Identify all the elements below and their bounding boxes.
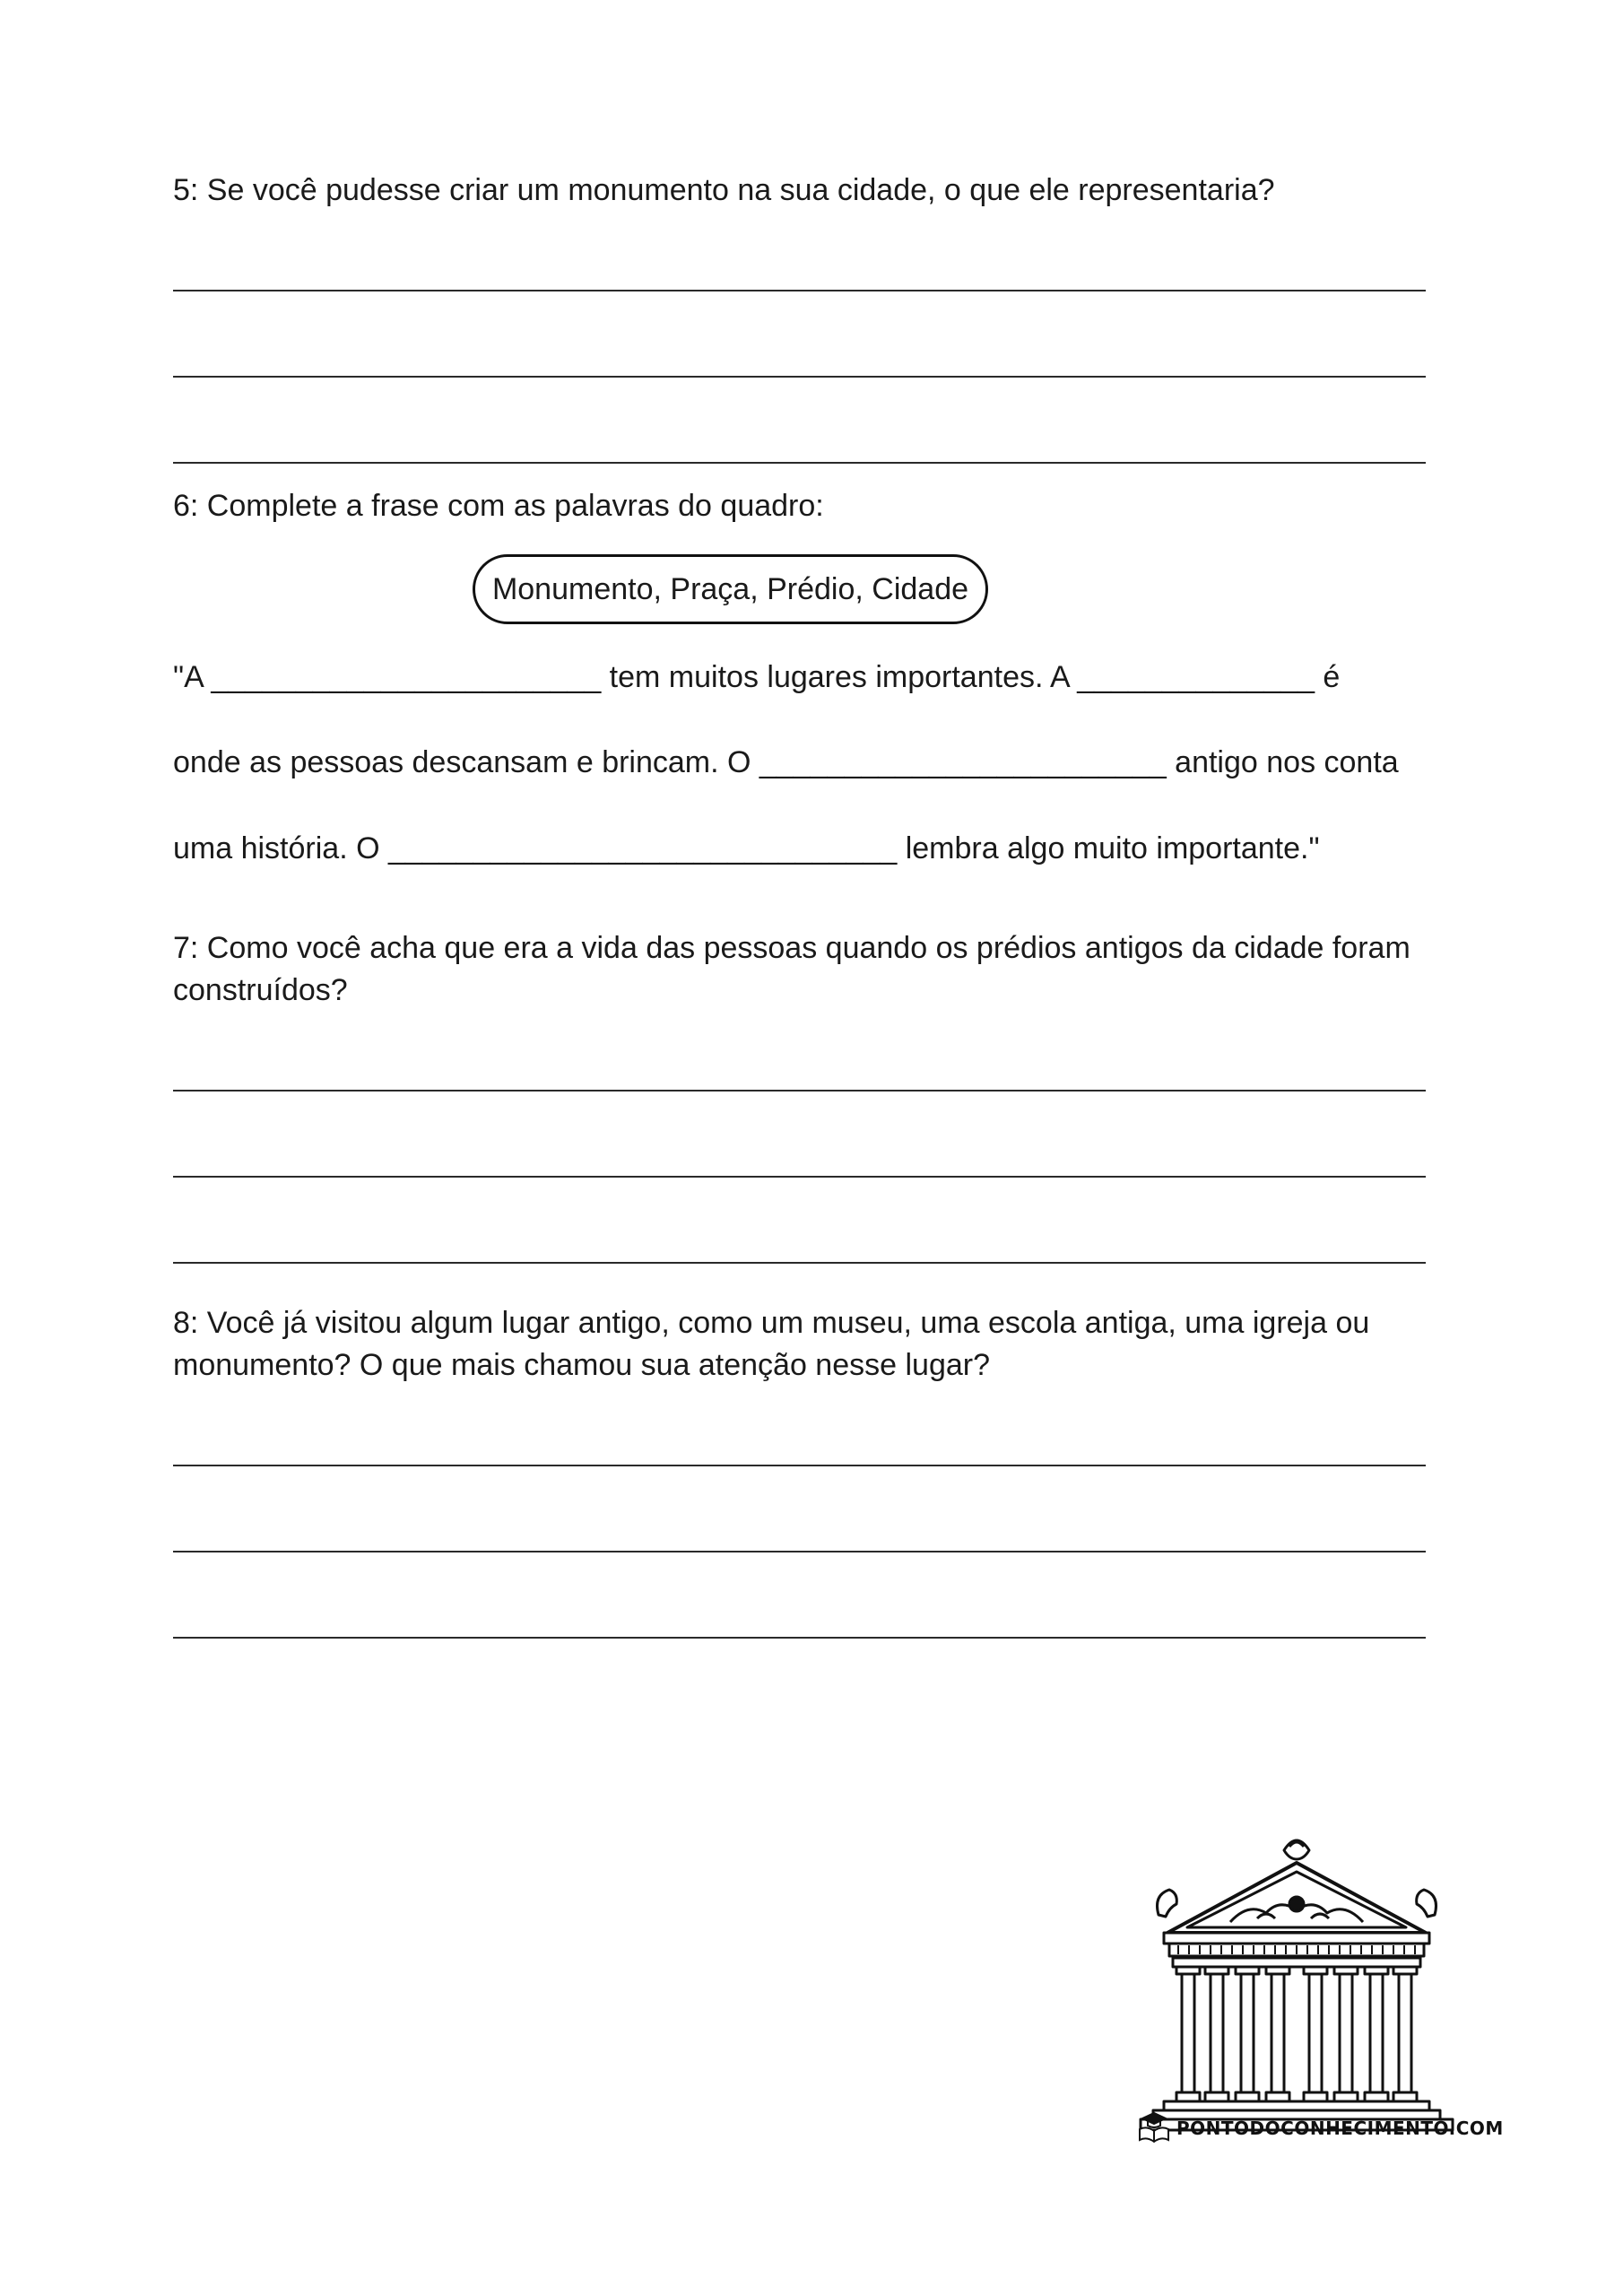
- temple-icon: [1132, 1825, 1462, 2148]
- word-box: [473, 554, 988, 624]
- fill-sentence-line-3[interactable]: uma história. O ______________________________ lembra algo muito importante.": [173, 831, 1320, 865]
- answer-line-8-3[interactable]: [173, 1637, 1426, 1639]
- answer-line-8-1[interactable]: [173, 1465, 1426, 1466]
- answer-line-5-3[interactable]: [173, 462, 1426, 464]
- answer-line-7-1[interactable]: [173, 1090, 1426, 1091]
- fill-sentence-line-1[interactable]: "A _______________________ tem muitos lugares importantes. A ______________ é: [173, 660, 1341, 694]
- book-graduation-cap-icon: [1137, 2109, 1171, 2144]
- question-8-line-2: monumento? O que mais chamou sua atenção nesse lugar?: [173, 1348, 990, 1382]
- fill-sentence-line-2[interactable]: onde as pessoas descansam e brincam. O ________________________ antigo nos conta: [173, 745, 1399, 779]
- question-7-line-2: construídos?: [173, 973, 348, 1007]
- site-url[interactable]: PONTODOCONHECIMENTO.COM: [1176, 2118, 1504, 2139]
- answer-line-7-2[interactable]: [173, 1176, 1426, 1178]
- question-7-line-1: 7: Como você acha que era a vida das pessoas quando os prédios antigos da cidade foram: [173, 931, 1410, 965]
- answer-line-5-2[interactable]: [173, 376, 1426, 378]
- question-8-line-1: 8: Você já visitou algum lugar antigo, como um museu, uma escola antiga, uma igreja ou: [173, 1306, 1370, 1340]
- question-6: 6: Complete a frase com as palavras do quadro:: [173, 489, 824, 523]
- question-5: 5: Se você pudesse criar um monumento na sua cidade, o que ele representaria?: [173, 173, 1275, 207]
- answer-line-5-1[interactable]: [173, 290, 1426, 291]
- answer-line-7-3[interactable]: [173, 1262, 1426, 1264]
- answer-line-8-2[interactable]: [173, 1551, 1426, 1552]
- word-box-text: Monumento, Praça, Prédio, Cidade: [491, 571, 969, 606]
